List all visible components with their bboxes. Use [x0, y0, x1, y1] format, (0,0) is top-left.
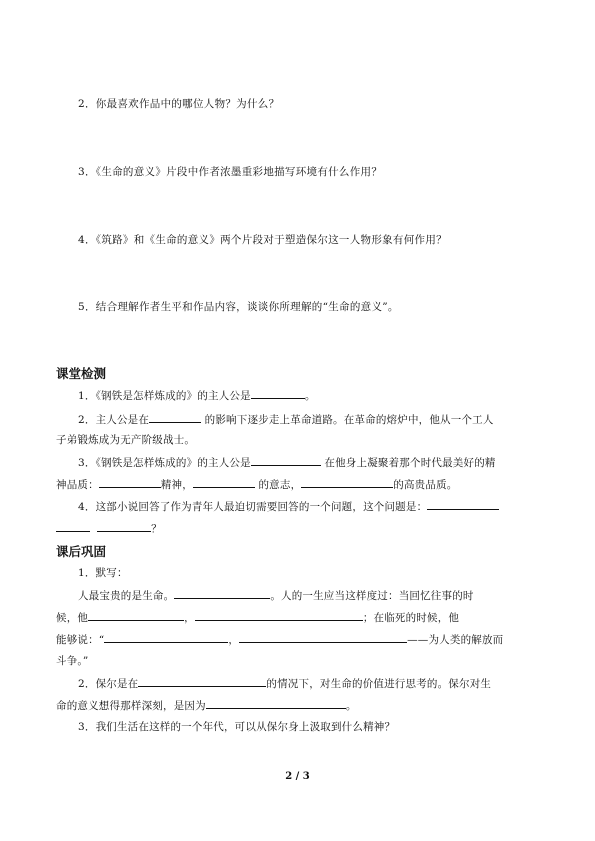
blank[interactable]	[427, 499, 499, 510]
text: 2．主人公是在	[78, 414, 150, 426]
text: 3．《钢铁是怎样炼成的》的主人公是	[78, 457, 251, 469]
text: 的高贵品质。	[393, 479, 458, 491]
after-p2	[56, 610, 459, 625]
blank[interactable]	[88, 610, 184, 621]
text: 1．《钢铁是怎样炼成的》的主人公是	[78, 390, 251, 402]
text: 候，他	[56, 612, 89, 624]
page-number: 2 / 3	[285, 771, 310, 782]
after-q1: 1．默写：	[78, 567, 128, 579]
blank[interactable]	[239, 632, 407, 643]
text: 的影响下逐步走上革命道路。在革命的熔炉中，他从一个工人	[204, 414, 494, 426]
blank[interactable]	[99, 477, 161, 488]
blank[interactable]	[149, 412, 201, 423]
question-3: 3．《生命的意义》片段中作者浓墨重彩地描写环境有什么作用？	[78, 166, 383, 178]
text: ？	[151, 523, 162, 535]
question-2: 2．你最喜欢作品中的哪位人物？为什么？	[78, 98, 280, 110]
text: 精神，	[160, 479, 193, 491]
blank[interactable]	[104, 632, 228, 643]
classroom-q3	[78, 455, 496, 470]
after-p4: 斗争。”	[56, 655, 89, 667]
after-q2	[78, 676, 491, 691]
text: 。	[304, 390, 316, 402]
classroom-q1	[78, 388, 316, 403]
classroom-q2	[78, 412, 494, 427]
after-q3: 3．我们生活在这样的一个年代，可以从保尔身上汲取到什么精神？	[78, 721, 396, 733]
classroom-q3-cont	[56, 477, 457, 492]
text: 的意志，	[258, 479, 302, 491]
text: 人最宝贵的是生命。	[78, 590, 175, 602]
blank[interactable]	[56, 521, 90, 532]
after-p3	[56, 632, 503, 647]
text: 2．保尔是在	[78, 678, 139, 690]
question-5: 5．结合理解作者生平和作品内容，谈谈你所理解的“生命的意义”。	[78, 301, 399, 313]
blank[interactable]	[174, 588, 270, 599]
blank[interactable]	[301, 477, 393, 488]
blank[interactable]	[251, 388, 305, 399]
classroom-q4-cont	[56, 521, 162, 536]
classroom-q2-cont: 子弟锻炼成为无产阶级战士。	[56, 434, 196, 446]
text: 的情况下，对生命的价值进行思考的。保尔对生	[266, 678, 492, 690]
text: 。	[345, 700, 357, 712]
text: ；在临死的时候，他	[362, 612, 460, 624]
blank[interactable]	[251, 455, 321, 466]
section-title-after-class: 课后巩固	[56, 544, 107, 559]
blank[interactable]	[138, 676, 266, 687]
text: ，	[184, 612, 195, 624]
section-title-classroom: 课堂检测	[56, 366, 107, 381]
text: ——为人类的解放而	[407, 634, 504, 646]
blank[interactable]	[195, 610, 363, 621]
question-4: 4．《筑路》和《生命的意义》两个片段对于塑造保尔这一人物形象有何作用？	[78, 234, 447, 246]
text: 命的意义想得那样深刻，是因为	[56, 700, 206, 712]
blank[interactable]	[97, 521, 151, 532]
classroom-q4	[78, 499, 499, 514]
after-q2-cont	[56, 698, 357, 713]
blank[interactable]	[193, 477, 255, 488]
text: 能够说：“	[56, 634, 105, 646]
text: 神品质：	[56, 479, 99, 491]
text: 。人的一生应当这样度过：当回忆往事的时	[270, 590, 474, 602]
text: ，	[228, 634, 240, 646]
text: 4．这部小说回答了作为青年人最迫切需要回答的一个问题，这个问题是：	[78, 501, 428, 513]
after-p1	[78, 588, 474, 603]
text: 在他身上凝聚着那个时代最美好的精	[324, 457, 496, 469]
blank[interactable]	[206, 698, 346, 709]
